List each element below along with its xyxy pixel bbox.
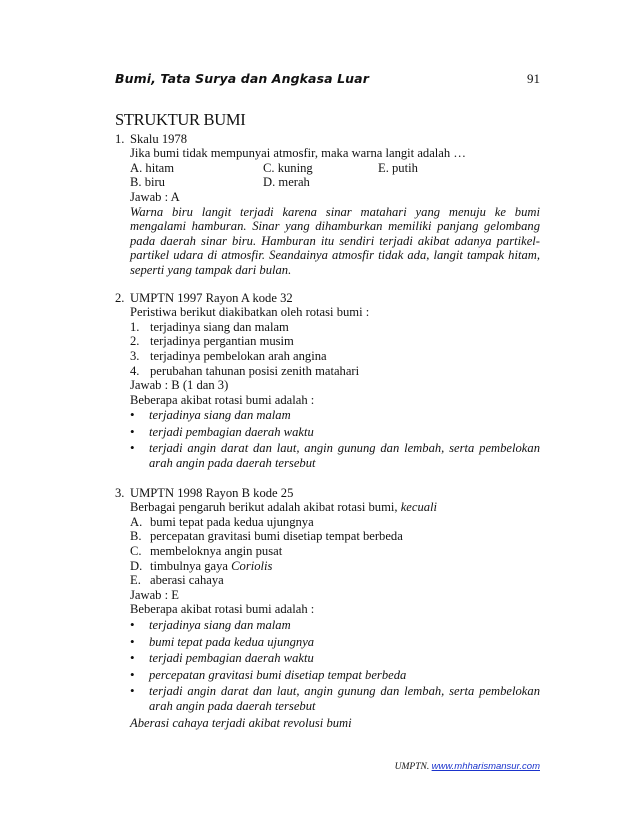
bullet-item: • percepatan gravitasi bumi disetiap tempat berbeda <box>130 666 407 682</box>
page-footer <box>395 761 540 772</box>
bullet-icon: • <box>130 683 135 699</box>
answer-key: Jawab : B (1 dan 3) <box>130 378 229 393</box>
question-source: UMPTN 1997 Rayon A kode 32 <box>130 290 293 305</box>
bullet-item: • terjadi angin darat dan laut, angin gunung dan lembah, serta pembelokan arah angin pada daerah tersebut <box>130 440 540 471</box>
answer-key: Jawab : E <box>130 587 179 602</box>
bullet-icon: • <box>130 407 135 423</box>
list-item: 4. perubahan tahunan posisi zenith matahari <box>130 363 360 378</box>
bullet-item: • terjadinya siang dan malam <box>130 617 291 632</box>
option-list <box>130 515 540 588</box>
website-link[interactable]: www.mhharismansur.com <box>431 761 540 772</box>
option-c: C. kuning <box>263 160 313 175</box>
footer-prefix: UMPTN. <box>394 762 432 772</box>
explanation-bullets <box>130 408 540 470</box>
question-prompt: Peristiwa berikut diakibatkan oleh rotasi bumi : <box>130 305 370 320</box>
list-item: E. aberasi cahaya <box>130 573 224 588</box>
explanation-intro: Beberapa akibat rotasi bumi adalah : <box>130 392 315 407</box>
page-content <box>115 110 540 743</box>
list-item: 3. terjadinya pembelokan arah angina <box>130 348 327 363</box>
bullet-icon: • <box>130 617 135 632</box>
question-2 <box>115 291 540 473</box>
option-a: A. hitam <box>130 160 175 175</box>
page-number: 91 <box>527 71 540 86</box>
bullet-icon: • <box>130 650 135 666</box>
statement-list <box>130 320 540 378</box>
bullet-item: • bumi tepat pada kedua ujungnya <box>130 633 315 649</box>
prompt-emphasis: kecuali <box>400 500 438 515</box>
bullet-item: • terjadi pembagian daerah waktu <box>130 650 314 666</box>
question-source: Skalu 1978 <box>130 131 188 146</box>
answer-key: Jawab : A <box>130 189 180 204</box>
list-item: B. percepatan gravitasi bumi disetiap tempat berbeda <box>130 529 403 544</box>
question-3 <box>115 486 540 731</box>
list-item: 2. terjadinya pergantian musim <box>130 334 294 349</box>
question-prompt: Berbagai pengaruh berikut adalah akibat rotasi bumi, kecuali <box>130 500 438 515</box>
option-b: B. biru <box>130 175 165 190</box>
explanation: Warna biru langit terjadi karena sinar matahari yang menuju ke bumi mengalami hamburan. Sinar yang dihamburkan memiliki panjang gelombang pada daerah sinar biru. Hamburan itu sendiri terjadi akibat adanya partikel-partikel udara di atmosfir. Seandainya atmosfir tidak ada, langit tampak hitam, seperti yang tampak dari bulan. <box>130 204 540 277</box>
list-item: A. bumi tepat pada kedua ujungnya <box>130 514 314 529</box>
list-item: D. timbulnya gaya Coriolis <box>130 558 273 573</box>
question-1 <box>115 132 540 278</box>
question-number: 2. <box>115 290 125 305</box>
explanation-intro: Beberapa akibat rotasi bumi adalah : <box>130 602 315 617</box>
list-item: C. membeloknya angin pusat <box>130 544 283 559</box>
option-d: D. merah <box>263 175 310 190</box>
bullet-item: • terjadinya siang dan malam <box>130 407 291 423</box>
bullet-item: • terjadi angin darat dan laut, angin gunung dan lembah, serta pembelokan arah angin pada daerah tersebut <box>130 683 540 713</box>
question-number: 3. <box>115 485 125 500</box>
question-source: UMPTN 1998 Rayon B kode 25 <box>130 485 294 500</box>
option-e: E. putih <box>378 160 418 175</box>
question-number: 1. <box>115 131 125 146</box>
bullet-icon: • <box>130 423 135 439</box>
bullet-icon: • <box>130 666 135 682</box>
bullet-icon: • <box>130 633 135 649</box>
list-item: 1. terjadinya siang dan malam <box>130 319 289 334</box>
answer-options <box>130 161 540 190</box>
section-title: STRUKTUR BUMI <box>115 110 246 129</box>
bullet-icon: • <box>130 440 135 456</box>
bullet-item: • terjadi pembagian daerah waktu <box>130 423 314 439</box>
page-header <box>115 71 540 87</box>
explanation-bullets <box>130 618 540 714</box>
closing-note: Aberasi cahaya terjadi akibat revolusi bumi <box>130 715 352 730</box>
header-title: Bumi, Tata Surya dan Angkasa Luar <box>115 71 369 86</box>
question-prompt: Jika bumi tidak mempunyai atmosfir, maka warna langit adalah … <box>130 146 466 161</box>
